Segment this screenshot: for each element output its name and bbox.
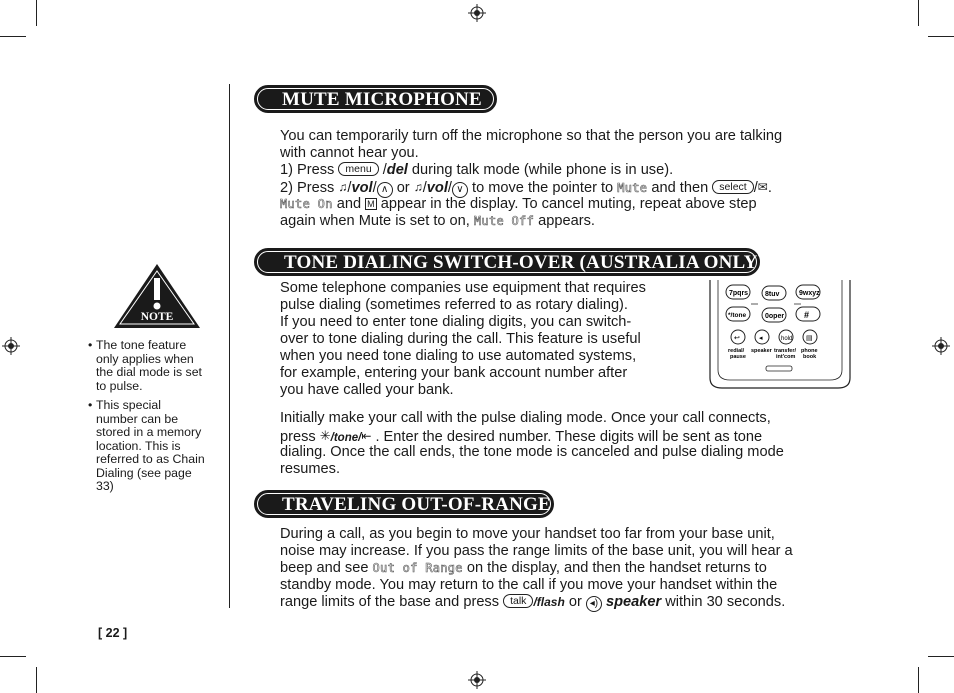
registration-mark-icon [468, 4, 486, 22]
text-line: Mute On and M appear in the display. To cancel muting, repeat above step [280, 196, 757, 212]
envelope-icon: ✉ [757, 180, 768, 194]
key-8: 8tuv [765, 291, 780, 298]
key-7: 7pqrs [729, 290, 749, 297]
crop-mark [928, 36, 954, 37]
note-item: • This special number can be stored in a memory location. This is referred to as Chain Dialing (see page 33) [88, 399, 205, 494]
svg-text:redial/: redial/ [728, 348, 745, 354]
left-arrow-icon: ⇤ [361, 429, 372, 443]
text-line: Some telephone companies use equipment that requires [280, 280, 646, 296]
svg-text:int'com: int'com [776, 354, 796, 360]
text-line: You can temporarily turn off the microphone so that the person you are talking [280, 128, 783, 144]
text-line: During a call, as you begin to move your handset too far from your base unit, [280, 526, 775, 542]
svg-text:hold: hold [781, 336, 793, 342]
talk-key-icon: talk [503, 594, 533, 608]
range-section-banner [254, 490, 554, 518]
text-line: again when Mute is set to on, Mute Off appears. [280, 213, 595, 229]
crop-mark [918, 0, 919, 26]
down-arrow-icon: ∨ [452, 182, 468, 198]
svg-text:pause: pause [730, 354, 746, 360]
crop-mark [0, 36, 26, 37]
tone-section-title: TONE DIALING SWITCH-OVER (AUSTRALIA ONLY) [284, 252, 765, 273]
up-arrow-icon: ∧ [377, 182, 393, 198]
select-key-icon: select [712, 180, 753, 194]
svg-text:book: book [803, 354, 817, 360]
crop-mark [918, 667, 919, 693]
text-line: If you need to enter tone dialing digits, you can switch- [280, 314, 632, 330]
speaker-icon: ◂) [586, 596, 602, 612]
range-section-body [280, 526, 793, 611]
registration-mark-icon [932, 337, 950, 355]
bell-icon: ♫ [338, 180, 348, 194]
tone-section-body-2 [280, 410, 784, 478]
text-line: range limits of the base and press talk /flash or ◂) speaker within 30 seconds. [280, 594, 786, 610]
svg-text:▤: ▤ [806, 335, 813, 342]
key-star-tone: */tone [728, 312, 747, 319]
mute-section-body [280, 128, 782, 230]
text-line: standby mode. You may return to the call if you move your handset within the [280, 577, 778, 593]
note-item: • The tone feature only applies when the dial mode is set to pulse. [88, 339, 202, 393]
crop-mark [36, 0, 37, 26]
warning-note-icon [112, 262, 202, 330]
text-line: Initially make your call with the pulse dialing mode. Once your call connects, [280, 410, 771, 426]
menu-key-icon: menu [338, 162, 378, 176]
column-divider [229, 84, 230, 608]
tone-section-body-1 [280, 280, 646, 399]
step-1: 1) Press menu /del during talk mode (while phone is in use). [280, 162, 674, 178]
crop-mark [928, 656, 954, 657]
key-9: 9wxyz [799, 290, 820, 297]
text-line: resumes. [280, 461, 341, 477]
range-section-title: TRAVELING OUT-OF-RANGE [282, 494, 551, 515]
note-label: NOTE [140, 311, 174, 323]
svg-text:transfer/: transfer/ [774, 348, 797, 354]
mute-section-title: MUTE MICROPHONE [282, 89, 482, 110]
registration-mark-icon [2, 337, 20, 355]
text-line: you have called your bank. [280, 382, 454, 398]
keypad-illustration [704, 280, 856, 392]
text-line: beep and see Out of Range on the display, and then the handset returns to [280, 560, 767, 576]
crop-mark [0, 656, 26, 657]
svg-text:◂: ◂ [759, 335, 763, 342]
svg-text:↩: ↩ [734, 335, 740, 342]
text-line: for example, entering your bank account number after [280, 365, 628, 381]
text-line: noise may increase. If you pass the range limits of the base unit, you will hear a [280, 543, 793, 559]
text-line: pulse dialing (sometimes referred to as rotary dialing). [280, 297, 628, 313]
text-line: with cannot hear you. [280, 145, 419, 161]
mute-section-banner [254, 85, 497, 113]
text-line: when you need tone dialing to use automated systems, [280, 348, 637, 364]
registration-mark-icon [468, 671, 486, 689]
key-hash: # [804, 310, 810, 320]
svg-text:speaker: speaker [751, 348, 772, 354]
step-2: 2) Press ♫/vol/ ∧ or ♫/vol/ ∨ to move the pointer to Mute and then select /✉. [280, 180, 772, 196]
text-line: over to tone dialing during the call. This feature is useful [280, 331, 641, 347]
bell-icon: ♫ [413, 180, 423, 194]
page-number: [ 22 ] [98, 626, 128, 640]
crop-mark [36, 667, 37, 693]
tone-section-banner [254, 248, 765, 276]
svg-text:phone: phone [801, 348, 818, 354]
text-line: dialing. Once the call ends, the tone mode is canceled and pulse dialing mode [280, 444, 784, 460]
text-line: press ✳/tone/⇤ . Enter the desired number. These digits will be sent as tone [280, 428, 763, 445]
star-key-icon: ✳ [319, 428, 331, 443]
mute-indicator-icon: M [367, 199, 375, 209]
key-0: 0oper [765, 313, 785, 320]
